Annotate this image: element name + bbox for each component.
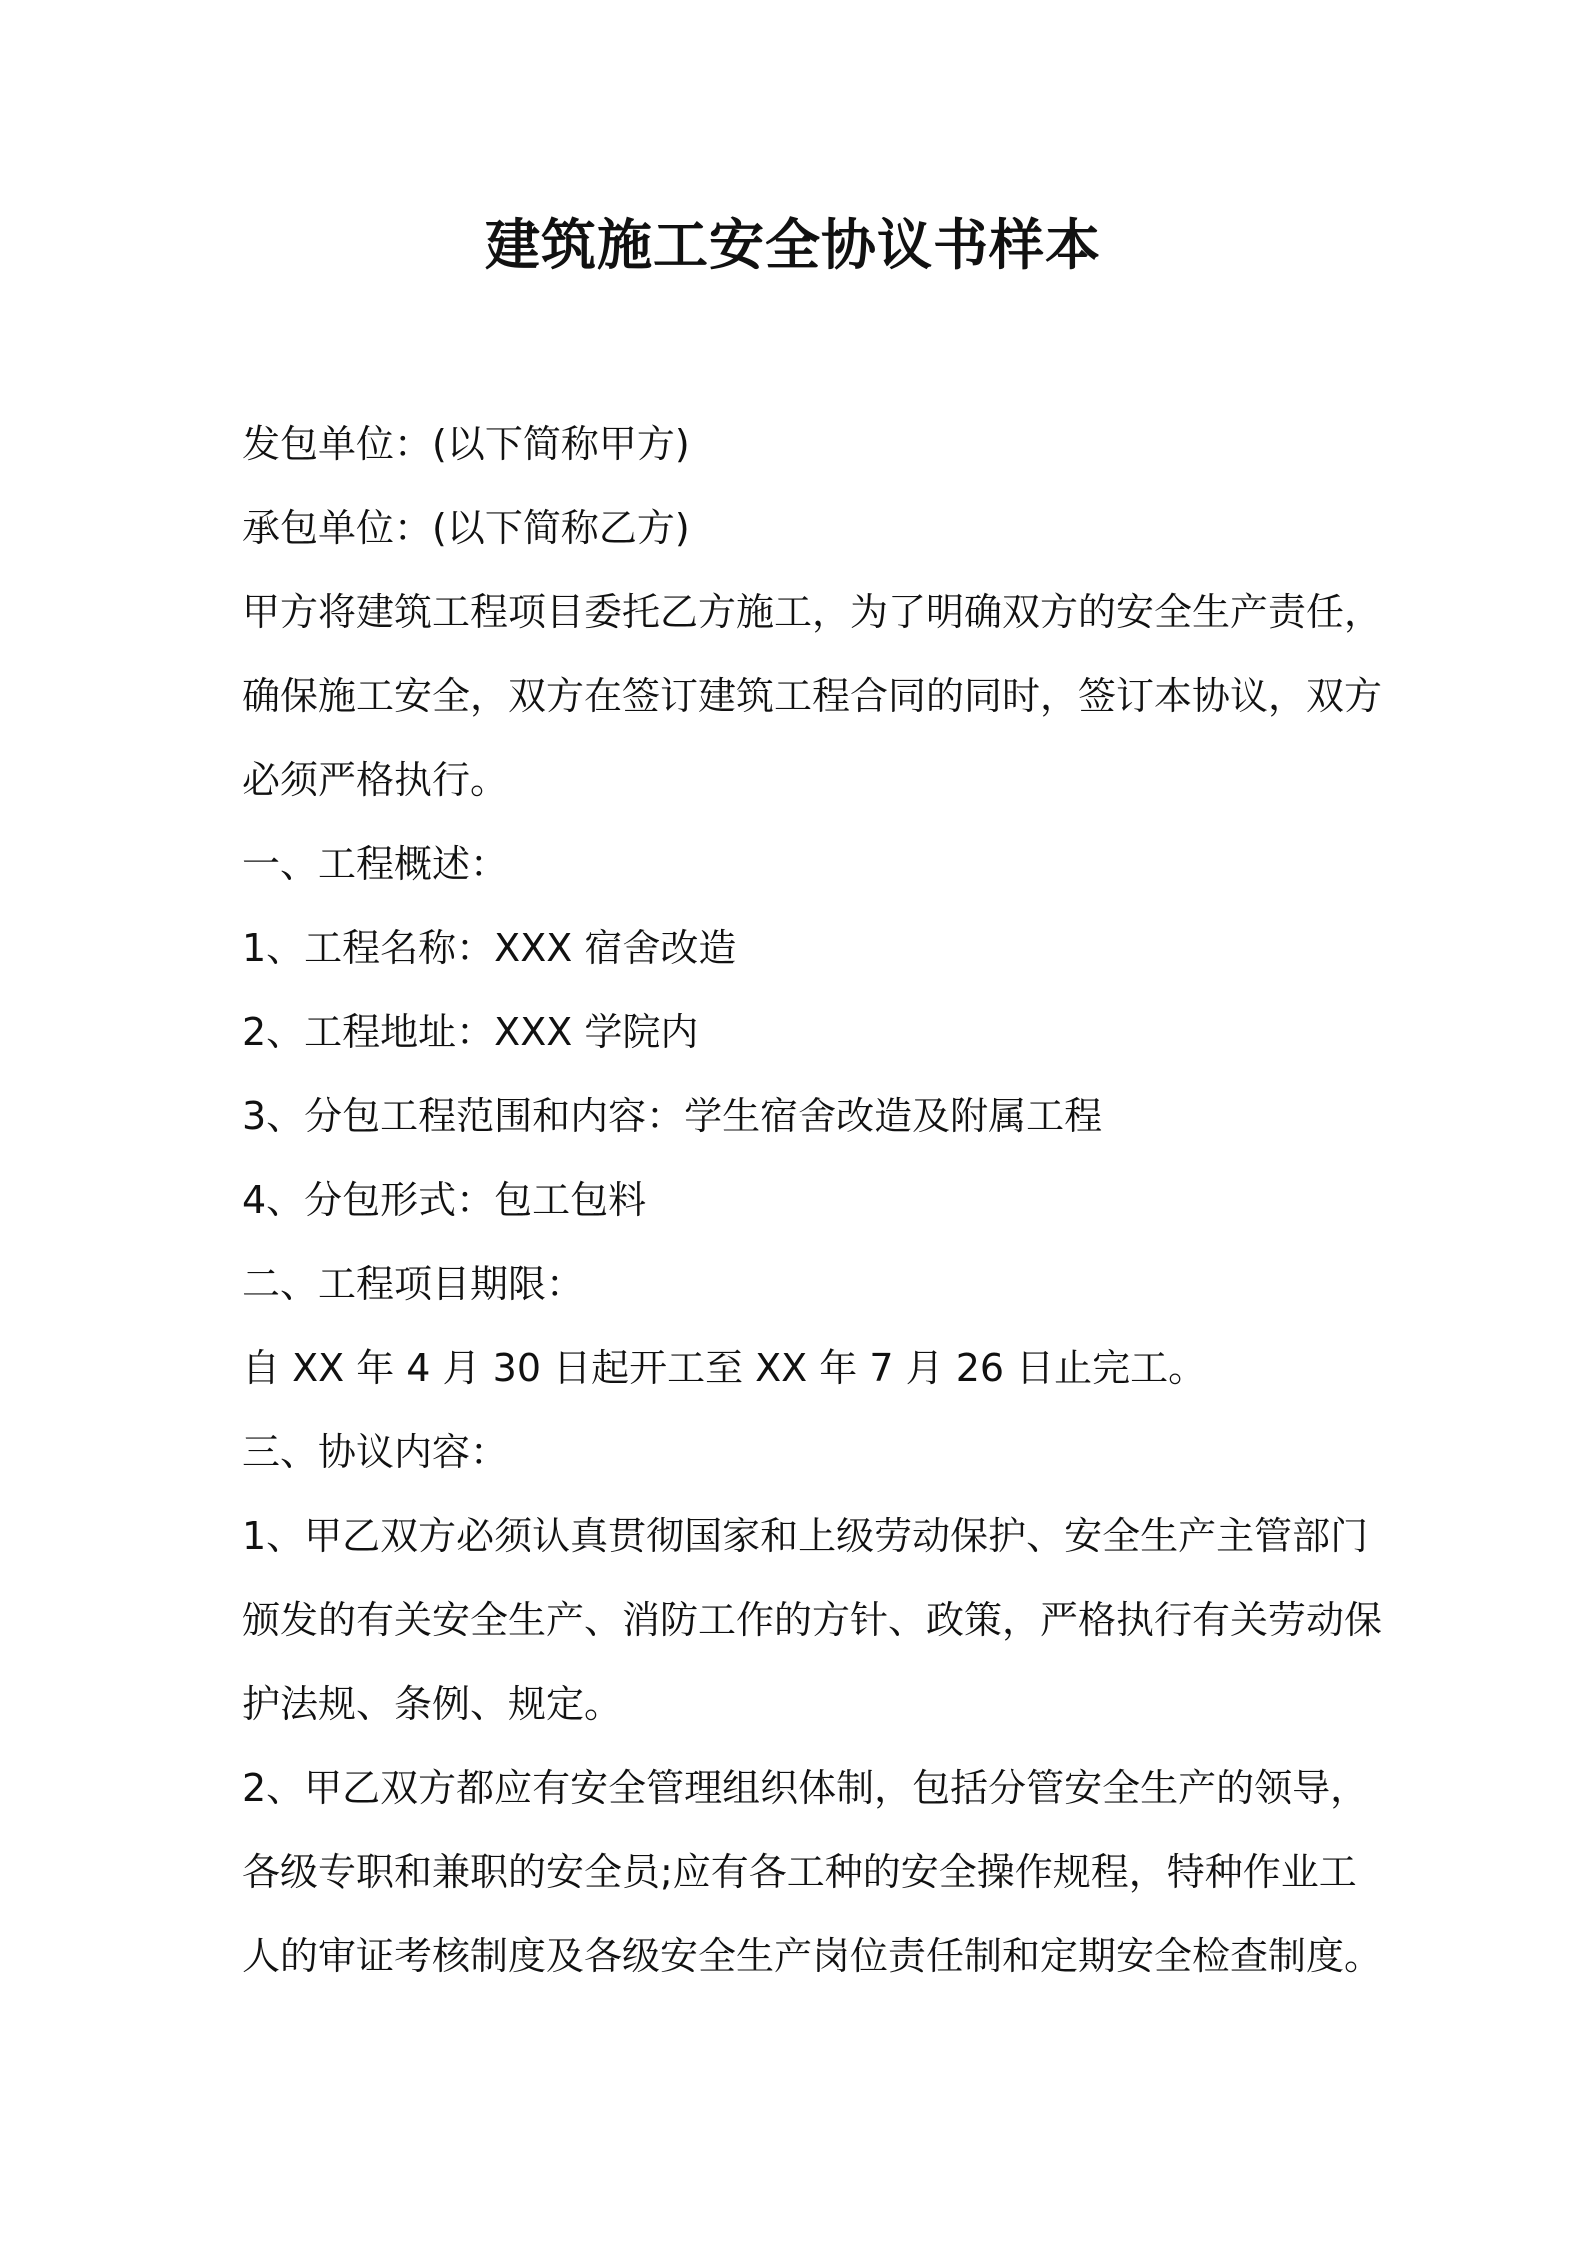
body-line: 人的审证考核制度及各级安全生产岗位责任制和定期安全检查制度。 [242, 1934, 1383, 1978]
body-line: 2、工程地址：XXX 学院内 [242, 1010, 699, 1054]
body-line: 4、分包形式：包工包料 [242, 1178, 647, 1222]
body-line: 颁发的有关安全生产、消防工作的方针、政策，严格执行有关劳动保 [242, 1598, 1383, 1642]
body-line: 发包单位：(以下简称甲方) [242, 422, 690, 466]
section-heading: 三、协议内容： [242, 1430, 509, 1474]
body-line: 各级专职和兼职的安全员;应有各工种的安全操作规程，特种作业工 [242, 1850, 1357, 1894]
body-line: 甲方将建筑工程项目委托乙方施工，为了明确双方的安全生产责任， [242, 590, 1383, 634]
body-line: 承包单位：(以下简称乙方) [242, 506, 690, 550]
body-line: 自 XX 年 4 月 30 日起开工至 XX 年 7 月 26 日止完工。 [242, 1346, 1207, 1390]
body-line: 1、甲乙双方必须认真贯彻国家和上级劳动保护、安全生产主管部门 [242, 1514, 1369, 1558]
body-line: 护法规、条例、规定。 [242, 1682, 623, 1726]
document-body [242, 402, 1383, 1998]
body-line: 2、甲乙双方都应有安全管理组织体制，包括分管安全生产的领导， [242, 1766, 1369, 1810]
body-line: 1、工程名称：XXX 宿舍改造 [242, 926, 737, 970]
body-line: 必须严格执行。 [242, 758, 509, 802]
section-heading: 一、工程概述： [242, 842, 509, 886]
document-title: 建筑施工安全协议书样本 [484, 213, 1101, 277]
body-line: 确保施工安全，双方在签订建筑工程合同的同时，签订本协议，双方 [242, 674, 1383, 718]
body-line: 3、分包工程范围和内容：学生宿舍改造及附属工程 [242, 1094, 1103, 1138]
section-heading: 二、工程项目期限： [242, 1262, 585, 1306]
